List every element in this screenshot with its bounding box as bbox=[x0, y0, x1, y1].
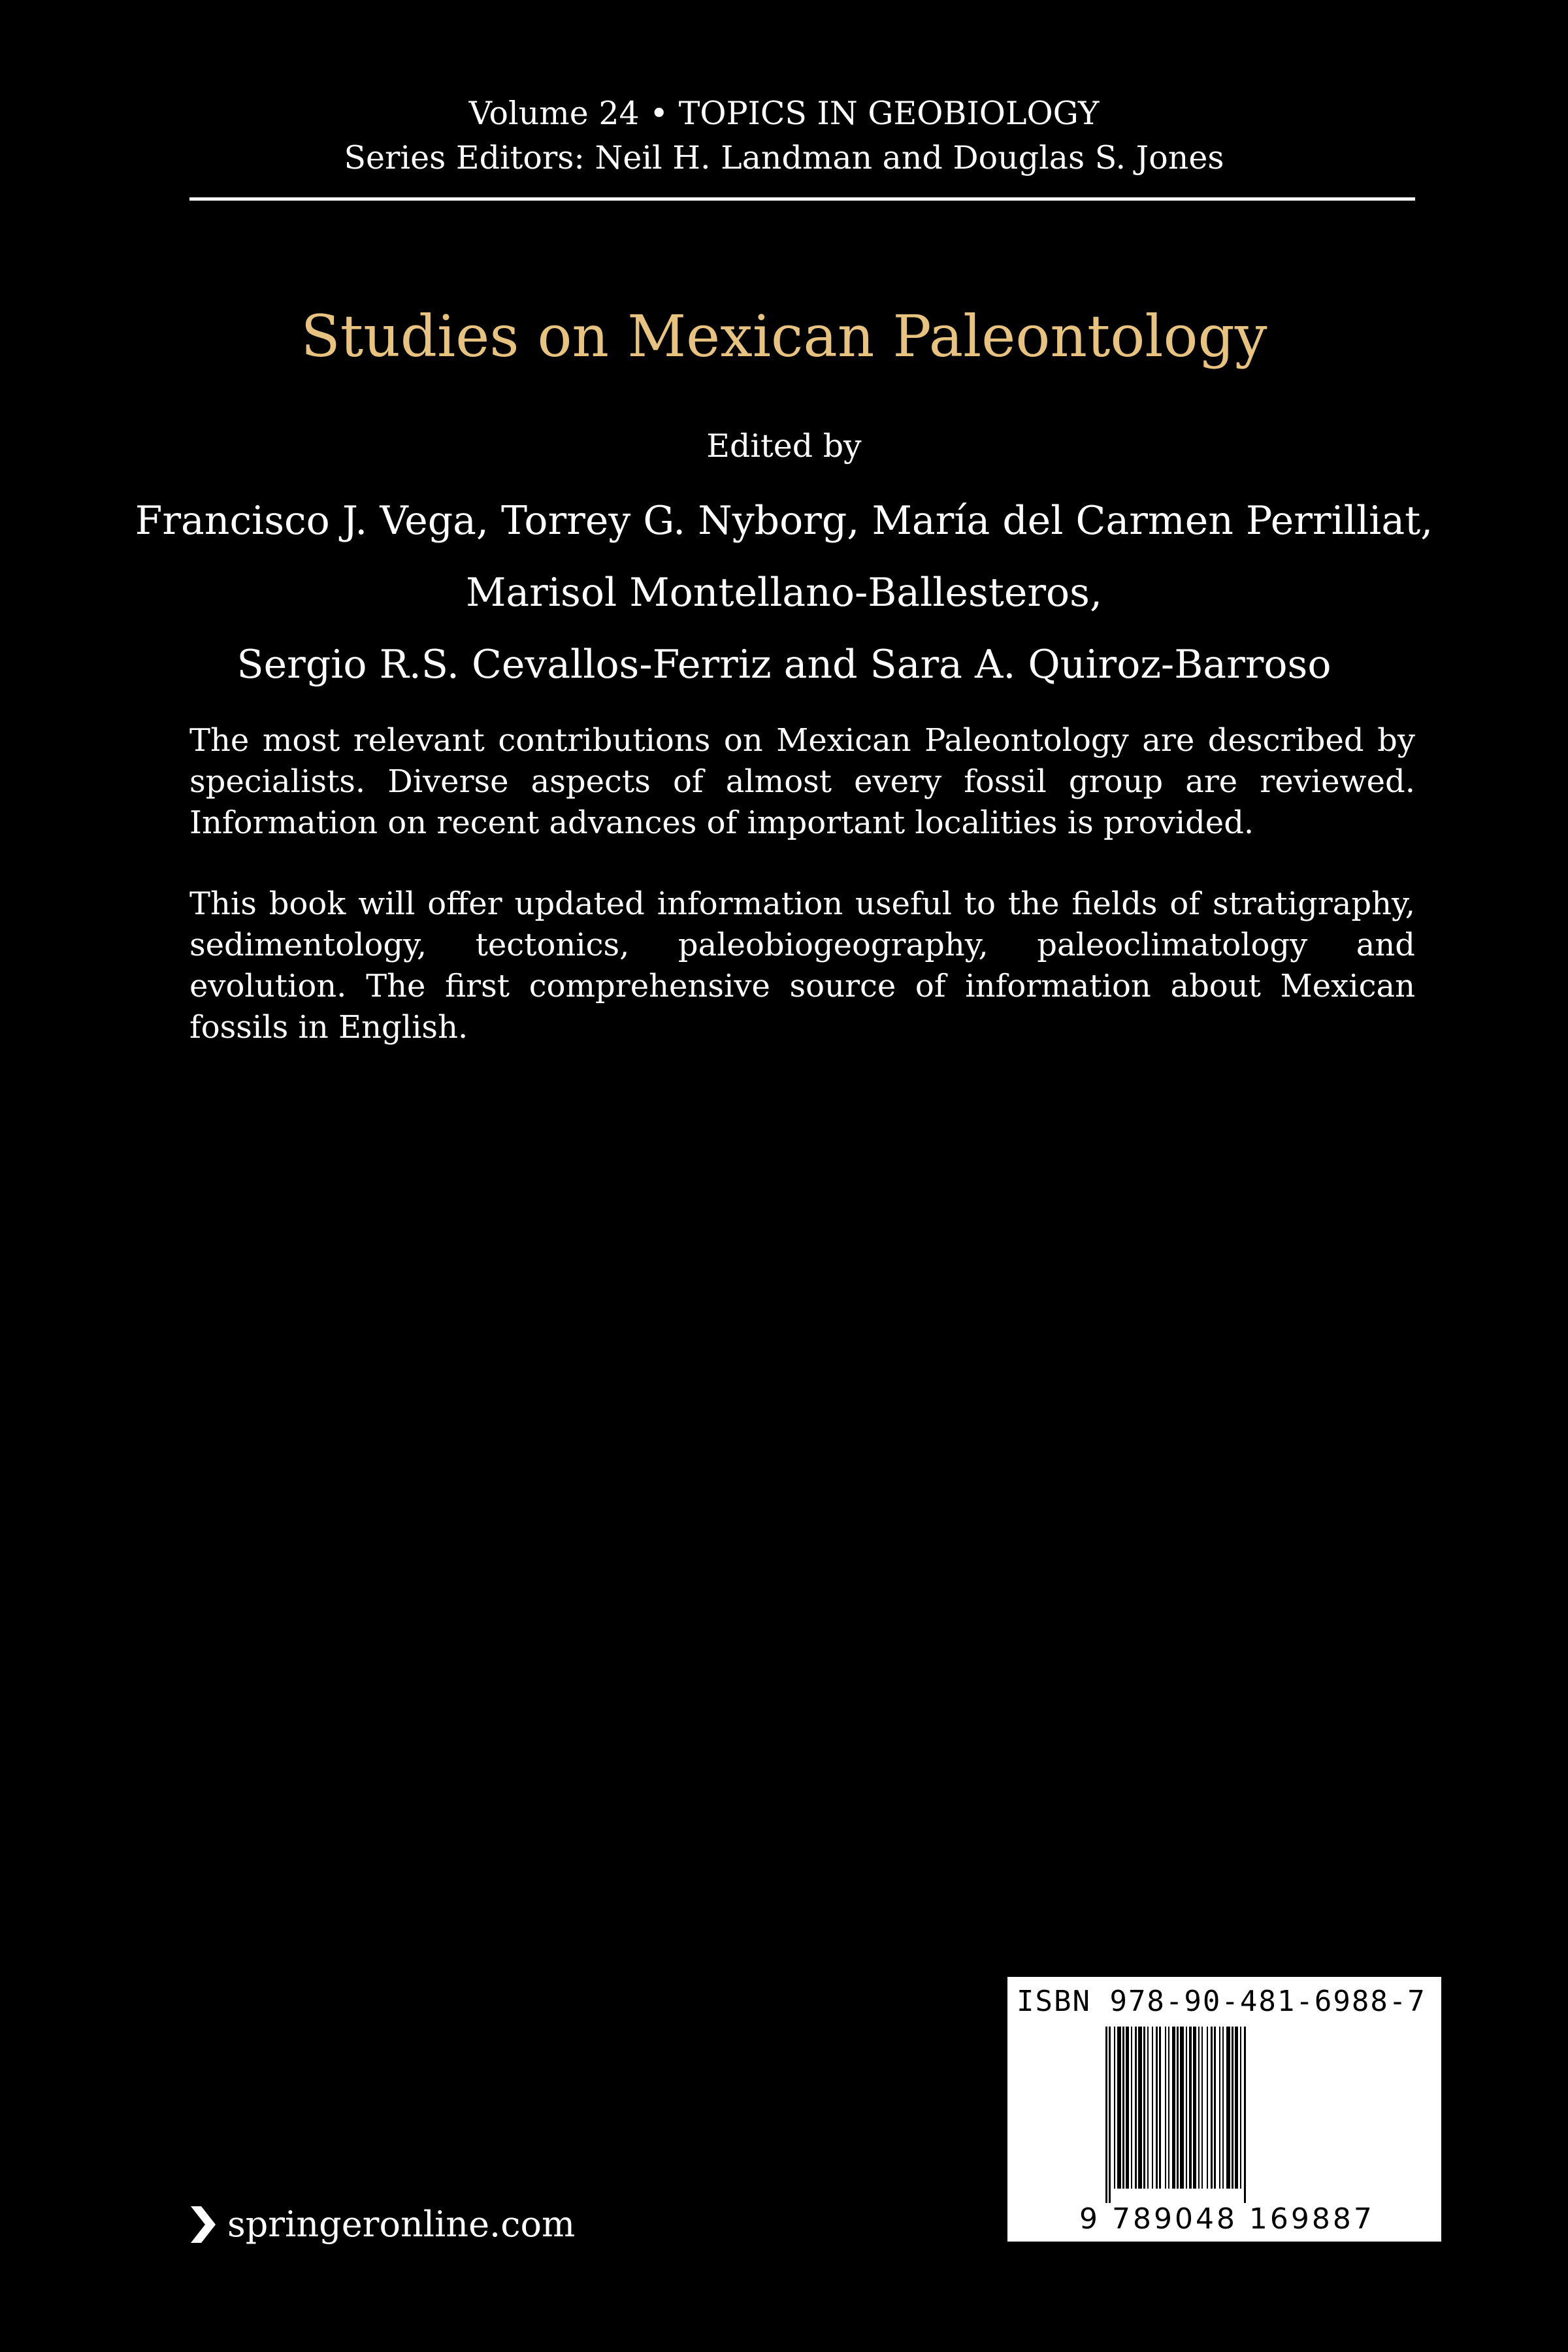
series-editors: Series Editors: Neil H. Landman and Douglas S. Jones bbox=[344, 139, 1224, 176]
isbn-label: ISBN 978-90-481-6988-7 bbox=[1017, 1985, 1426, 2018]
barcode-digits: 9 789048 169887 bbox=[1079, 2202, 1375, 2236]
series-header bbox=[0, 91, 1568, 180]
book-title: Studies on Mexican Paleontology bbox=[301, 303, 1267, 370]
description-paragraph: The most relevant contributions on Mexican Paleontology are described by specialists. Diverse aspects of almost every fossil group are reviewed. Information on recent advances of important localities is provided. bbox=[189, 722, 1415, 841]
header-divider bbox=[189, 197, 1415, 201]
editors-line: Sergio R.S. Cevallos-Ferriz and Sara A. Quiroz-Barroso bbox=[237, 642, 1331, 687]
publisher-link[interactable] bbox=[188, 2202, 575, 2247]
chevron-right-icon bbox=[188, 2205, 217, 2244]
series-volume: Volume 24 • TOPICS IN GEOBIOLOGY bbox=[468, 95, 1100, 132]
isbn-barcode bbox=[1007, 1977, 1441, 2242]
editors-line: Marisol Montellano-Ballesteros, bbox=[465, 570, 1103, 616]
description-paragraph: This book will offer updated information useful to the fields of stratigraphy, sedimentology, tectonics, paleobiogeography, paleoclimatology and evolution. The first comprehensive source of information about Mexican fossils in English. bbox=[189, 886, 1415, 1046]
editors-list bbox=[0, 485, 1568, 701]
barcode-bars bbox=[1007, 2020, 1441, 2210]
editors-line: Francisco J. Vega, Torrey G. Nyborg, María del Carmen Perrilliat, bbox=[135, 498, 1433, 544]
publisher-url: springeronline.com bbox=[227, 2204, 576, 2245]
edited-by-label: Edited by bbox=[706, 427, 862, 465]
